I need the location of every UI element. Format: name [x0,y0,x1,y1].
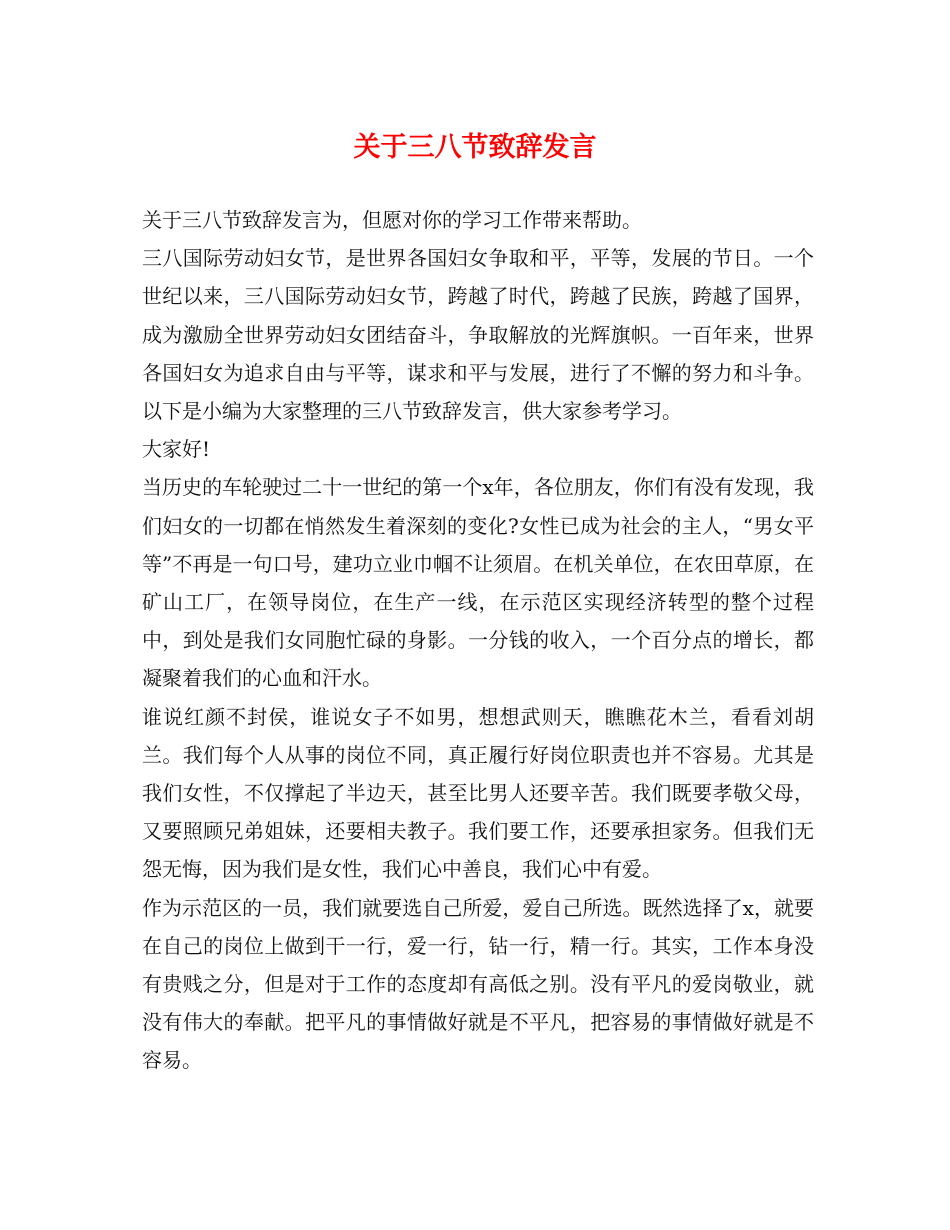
paragraph-women-roles: 谁说红颜不封侯，谁说女子不如男，想想武则天，瞧瞧花木兰，看看刘胡兰。我们每个人从事的岗位不同，真正履行好岗位职责也并不容易。尤其是我们女性，不仅撑起了半边天，甚至比男人还要辛苦。我们既要孝敬父母，又要照顾兄弟姐妹，还要相夫教子。我们要工作，还要承担家务。但我们无怨无悔，因为我们是女性，我们心中善良，我们心中有爱。 [142,704,814,882]
paragraph-dedication: 作为示范区的一员，我们就要选自己所爱，爱自己所选。既然选择了x，就要在自己的岗位上做到干一行，爱一行，钻一行，精一行。其实，工作本身没有贵贱之分，但是对于工作的态度却有高低之别。没有平凡的爱岗敬业，就没有伟大的奉献。把平凡的事情做好就是不平凡，把容易的事情做好就是不容易。 [142,895,814,1073]
paragraph-greeting: 大家好! [142,437,211,462]
paragraph-background: 三八国际劳动妇女节，是世界各国妇女争取和平，平等，发展的节日。一个世纪以来，三八国际劳动妇女节，跨越了时代，跨越了民族，跨越了国界，成为激励全世界劳动妇女团结奋斗，争取解放的光辉旗帜。一百年来，世界各国妇女为追求自由与平等，谋求和平与发展，进行了不懈的努力和斗争。以下是小编为大家整理的三八节致辞发言，供大家参考学习。 [142,246,814,424]
document-body [142,201,814,1080]
document-title: 关于三八节致辞发言 [353,132,597,163]
paragraph-changes: 当历史的车轮驶过二十一世纪的第一个x年，各位朋友，你们有没有发现，我们妇女的一切都在悄然发生着深刻的变化?女性已成为社会的主人，“男女平等”不再是一句口号，建功立业巾帼不让须眉。在机关单位，在农田草原，在矿山工厂，在领导岗位，在生产一线，在示范区实现经济转型的整个过程中，到处是我们女同胞忙碌的身影。一分钱的收入，一个百分点的增长，都凝聚着我们的心血和汗水。 [142,475,814,691]
paragraph-intro: 关于三八节致辞发言为，但愿对你的学习工作带来帮助。 [142,208,642,232]
